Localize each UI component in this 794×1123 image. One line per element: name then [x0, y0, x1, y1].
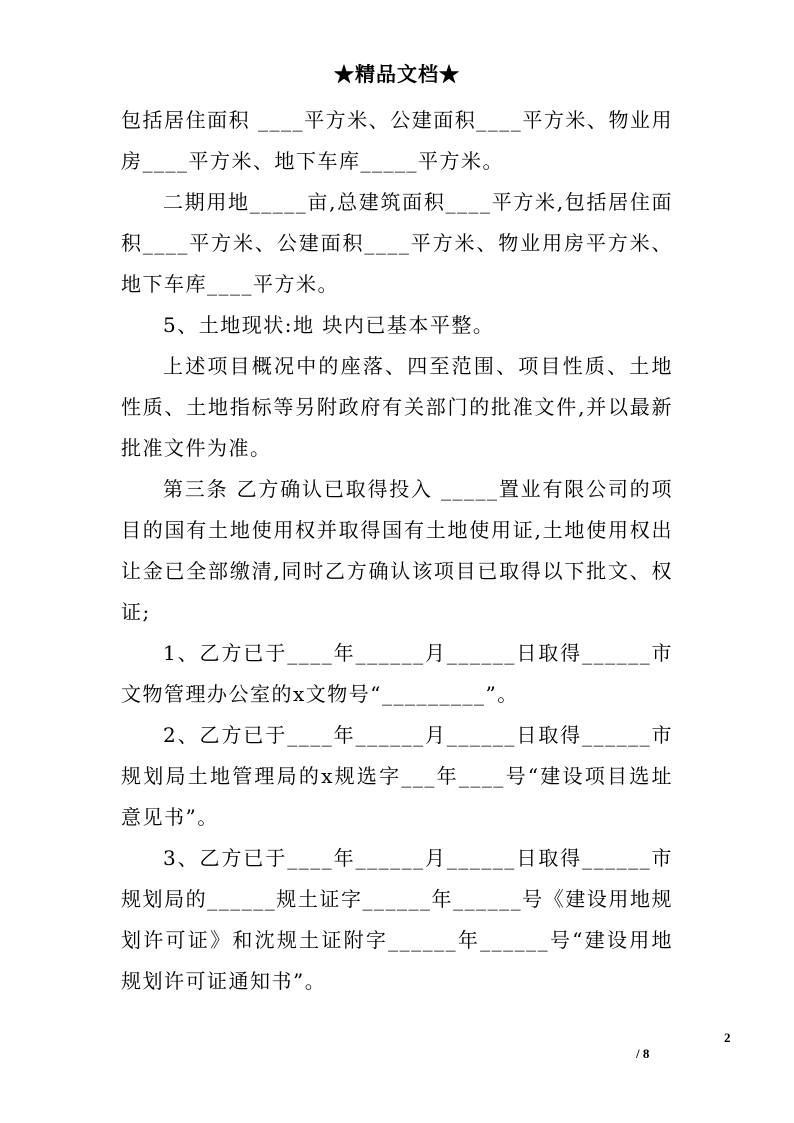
paragraph-land-status: 5、土地现状:地 块内已基本平整。 — [163, 313, 495, 337]
page-total: / 8 — [636, 1046, 650, 1061]
paragraph-continuation: 包括居住面积 ____平方米、公建面积____平方米、物业用房____平方米、地下车库_____平方米。 — [121, 108, 673, 173]
document-body — [121, 100, 673, 1002]
document-header: ★精品文档★ — [334, 62, 460, 86]
paragraph-article-three: 第三条 乙方确认已取得投入 _____置业有限公司的项目的国有土地使用权并取得国有土地使用证,土地使用权出让金已全部缴清,同时乙方确认该项目已取得以下批文、权证; — [121, 477, 673, 624]
paragraph-item-3: 3、乙方已于____年______月______日取得______市规划局的______规土证字______年______号《建设用地规划许可证》和沈规土证附字______年______号“建设用地规划许可证通知书”。 — [121, 846, 673, 993]
paragraph-item-1: 1、乙方已于____年______月______日取得______市文物管理办公室的x文物号“_________”。 — [121, 641, 673, 706]
paragraph-item-2: 2、乙方已于____年______月______日取得______市规划局土地管理局的x规选字___年____号“建设项目选址意见书”。 — [121, 723, 673, 829]
page-number: 2 — [724, 1030, 731, 1045]
paragraph-approval-note: 上述项目概况中的座落、四至范围、项目性质、土地性质、土地指标等另附政府有关部门的批准文件,并以最新批准文件为准。 — [121, 354, 673, 460]
paragraph-phase-two-land: 二期用地_____亩,总建筑面积____平方米,包括居住面积____平方米、公建面积____平方米、物业用房平方米、地下车库____平方米。 — [121, 190, 673, 296]
